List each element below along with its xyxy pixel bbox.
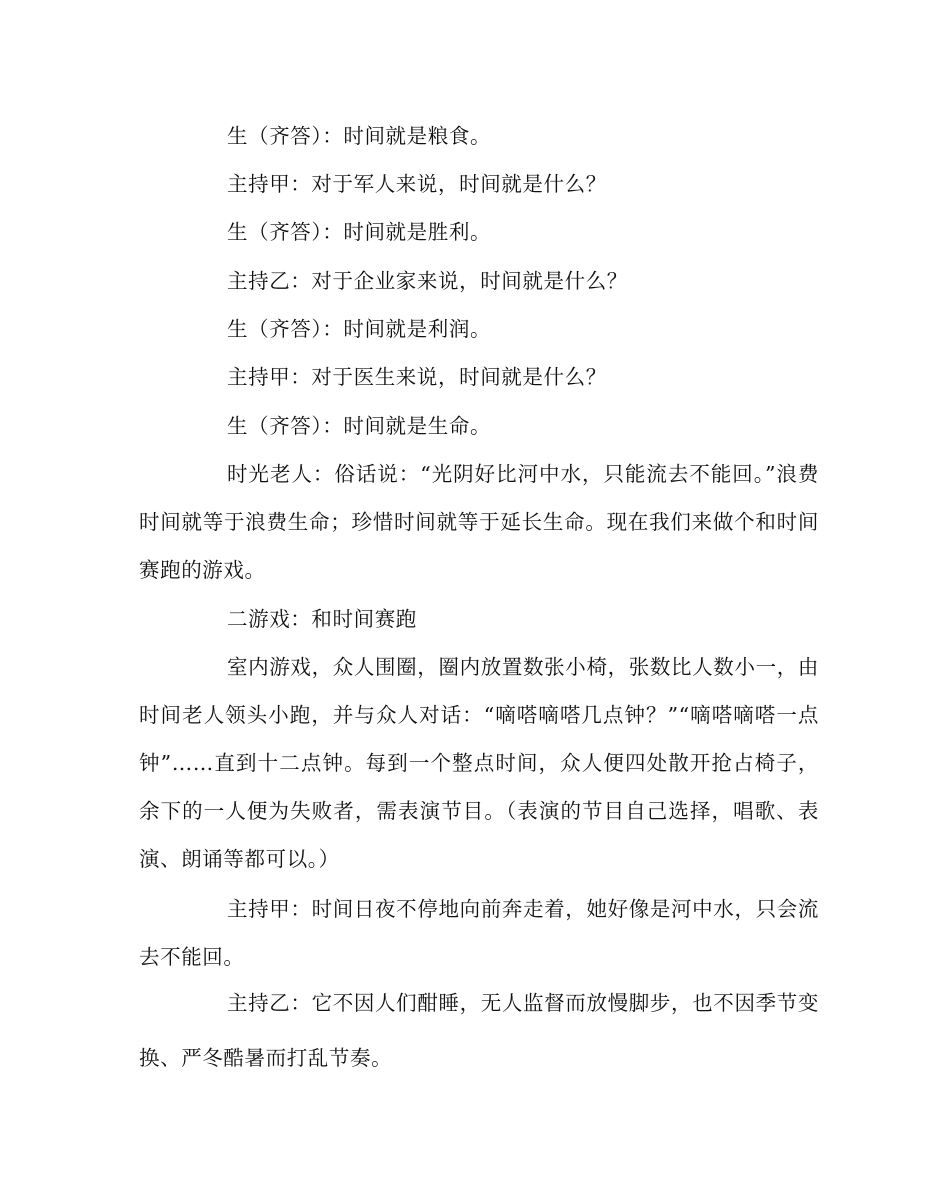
paragraph-7: 生（齐答）：时间就是生命。 bbox=[227, 414, 492, 438]
paragraph-4: 主持乙：对于企业家来说，时间就是什么？ bbox=[227, 269, 628, 293]
paragraph-3: 生（齐答）：时间就是胜利。 bbox=[227, 220, 492, 244]
paragraph-8: 时光老人：俗话说：“光阴好比河中水，只能流去不能回。”浪费时间就等于浪费生命；珍惜时间就等于延长生命。现在我们来做个和时间赛跑的游戏。 bbox=[139, 462, 819, 582]
paragraph-9: 室内游戏，众人围圈，圈内放置数张小椅，张数比人数小一，由时间老人领头小跑，并与众人对话：“嘀嗒嘀嗒几点钟？”“嘀嗒嘀嗒一点钟”……直到十二点钟。每到一个整点时间，众人便四处散开抢占椅子，余下的一人便为失败者，需表演节目。（表演的节目自己选择，唱歌、表演、朗诵等都可以。） bbox=[139, 655, 819, 871]
paragraph-11: 主持乙：它不因人们酣睡，无人监督而放慢脚步，也不因季节变换、严冬酷暑而打乱节奏。 bbox=[139, 991, 819, 1070]
section-heading: 二游戏：和时间赛跑 bbox=[227, 607, 417, 631]
paragraph-5: 生（齐答）：时间就是利润。 bbox=[227, 317, 492, 341]
paragraph-6: 主持甲：对于医生来说，时间就是什么？ bbox=[227, 365, 607, 389]
paragraph-2: 主持甲：对于军人来说，时间就是什么？ bbox=[227, 172, 607, 196]
paragraph-1: 生（齐答）：时间就是粮食。 bbox=[227, 124, 492, 148]
paragraph-10: 主持甲：时间日夜不停地向前奔走着，她好像是河中水，只会流去不能回。 bbox=[139, 897, 819, 969]
